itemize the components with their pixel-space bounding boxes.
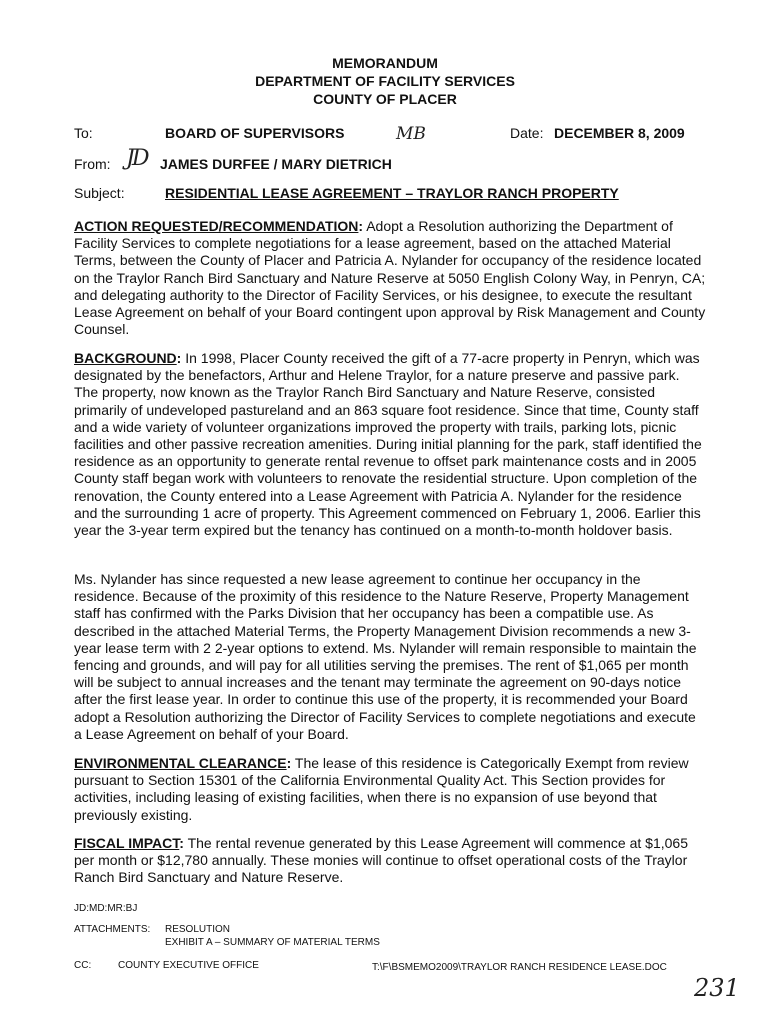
background-heading-colon: :	[176, 350, 182, 366]
fiscal-text: The rental revenue generated by this Lease Agreement will commence at $1,065 per month or $12,780 annually. These monies will continue to offset operational costs of the Traylor Ranch Bird Sanctuary and Nature Reserve.	[74, 835, 688, 886]
environmental-text: The lease of this residence is Categorically Exempt from review pursuant to Section 15301 of the California Environmental Quality Act. This Section provides for activities, including leasing of existing facilities, when there is no expansion of use beyond that previously existing.	[74, 755, 689, 823]
action-heading: ACTION REQUESTED/RECOMMENDATION	[74, 218, 359, 234]
department-name: DEPARTMENT OF FACILITY SERVICES	[255, 73, 515, 89]
action-heading-colon: :	[358, 218, 364, 234]
typist-initials: JD:MD:MR:BJ	[74, 903, 138, 914]
to-value: BOARD OF SUPERVISORS	[165, 125, 345, 141]
subject-value: RESIDENTIAL LEASE AGREEMENT – TRAYLOR RANCH PROPERTY	[165, 185, 619, 201]
cc-label: CC:	[74, 960, 92, 971]
environmental-heading-colon: :	[286, 755, 292, 771]
environmental-section	[74, 755, 706, 824]
action-section	[74, 218, 706, 338]
attachment-exhibit-a: EXHIBIT A – SUMMARY OF MATERIAL TERMS	[165, 937, 380, 948]
nylander-section	[74, 571, 706, 743]
county-name: COUNTY OF PLACER	[313, 91, 457, 107]
fiscal-section	[74, 835, 706, 887]
nylander-text: Ms. Nylander has since requested a new lease agreement to continue her occupancy in the residence. Because of the proximity of this residence to the Nature Reserve, Property Management staff has confirmed with the Parks Division that her occupancy has been a compatible use. As described in the attached Material Terms, the Property Management Division recommends a new 3-year lease term with 2 2-year options to extend. Ms. Nylander will remain responsible to maintain the fencing and grounds, and will pay for all utilities serving the premises. The rent of $1,065 per month will be subject to annual increases and the tenant may terminate the agreement on 90-days notice after the first lease year. In order to continue this use of the property, it is recommended your Board adopt a Resolution authorizing the Director of Facility Services to complete negotiations and execute a Lease Agreement on behalf of your Board.	[74, 571, 697, 742]
from-value: JAMES DURFEE / MARY DIETRICH	[160, 156, 392, 172]
fiscal-heading: FISCAL IMPACT	[74, 835, 180, 851]
attachments-label: ATTACHMENTS:	[74, 924, 151, 935]
date-label: Date:	[510, 125, 544, 141]
fiscal-heading-colon: :	[179, 835, 184, 851]
handwritten-page-number: 231	[694, 974, 740, 1002]
attachment-resolution: RESOLUTION	[165, 924, 231, 935]
background-text: In 1998, Placer County received the gift of a 77-acre property in Penryn, which was designated by the benefactors, Arthur and Helene Traylor, for a nature preserve and passive park. The property, now known as the Traylor Ranch Bird Sanctuary and Nature Reserve, consisted primarily of undeveloped pastureland and an 863 square foot residence. Since that time, County staff and a wide variety of volunteer organizations improved the property with trails, parking lots, picnic facilities and other passive recreation amenities. During initial planning for the park, staff identified the residence as an opportunity to generate rental revenue to offset park maintenance costs and in 2005 County staff began work with volunteers to renovate the residential structure. Upon completion of the renovation, the County entered into a Lease Agreement with Patricia A. Nylander for the residence and the surrounding 1 acre of property. This Agreement commenced on February 1, 2006. Earlier this year the 3-year term expired but the tenancy has continued on a month-to-month holdover basis.	[74, 350, 702, 539]
background-section	[74, 350, 706, 539]
environmental-heading: ENVIRONMENTAL CLEARANCE	[74, 755, 287, 771]
from-label: From:	[74, 156, 111, 172]
subject-label: Subject:	[74, 185, 125, 201]
background-heading: BACKGROUND	[74, 350, 177, 366]
handwritten-initials: MB	[396, 124, 426, 144]
memo-title: MEMORANDUM	[332, 55, 438, 71]
from-signature-initials: JD	[126, 146, 147, 171]
to-label: To:	[74, 125, 93, 141]
file-path: T:\F\BSMEMO2009\TRAYLOR RANCH RESIDENCE LEASE.DOC	[372, 962, 667, 973]
cc-value: COUNTY EXECUTIVE OFFICE	[118, 960, 259, 971]
action-text: Adopt a Resolution authorizing the Department of Facility Services to complete negotiations for a lease agreement, based on the attached Material Terms, between the County of Placer and Patricia A. Nylander for occupancy of the residence located on the Traylor Ranch Bird Sanctuary and Nature Reserve at 5050 English Colony Way, in Penryn, CA; and delegating authority to the Director of Facility Services, or his designee, to execute the resultant Lease Agreement on behalf of your Board contingent upon approval by Risk Management and County Counsel.	[74, 218, 706, 338]
date-value: DECEMBER 8, 2009	[554, 125, 685, 141]
